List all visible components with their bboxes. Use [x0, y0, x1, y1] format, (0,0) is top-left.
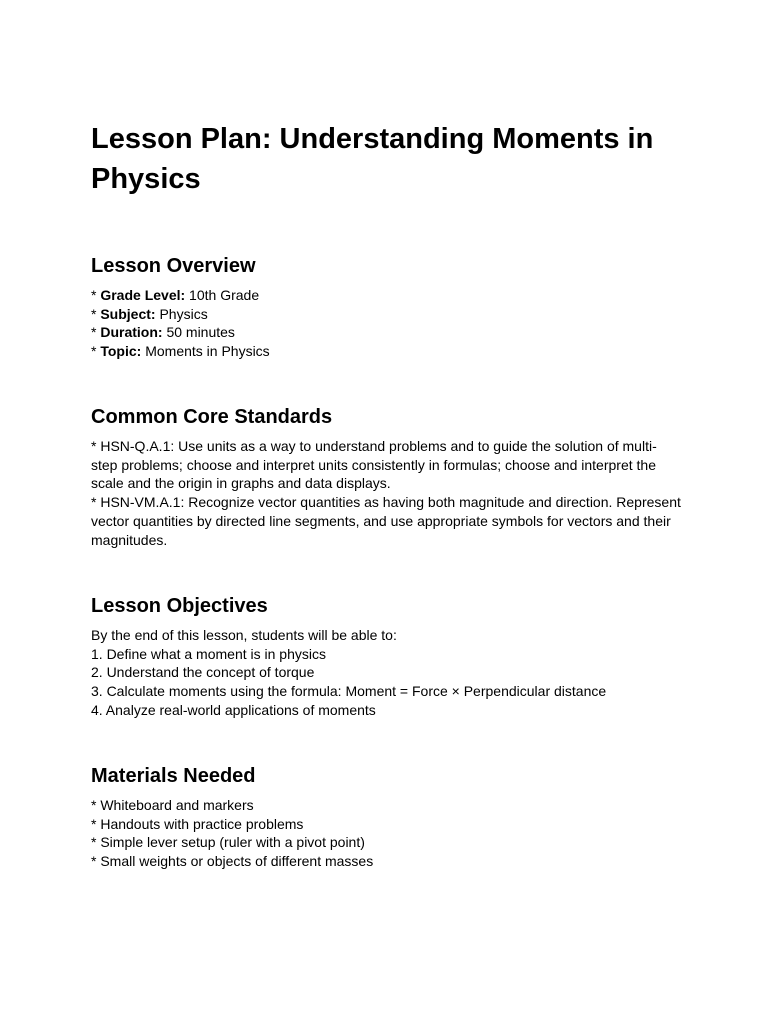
overview-item-subject [91, 305, 691, 324]
overview-label: Grade Level: [100, 287, 186, 303]
overview-label: Topic: [100, 343, 142, 360]
material-item: * Simple lever setup (ruler with a pivot point) [91, 834, 365, 851]
section-heading-overview: Lesson Overview [91, 255, 256, 277]
overview-item-duration [91, 323, 691, 342]
bullet: * [91, 305, 101, 322]
objective-item: 3. Calculate moments using the formula: Moment = Force × Perpendicular distance [91, 683, 607, 700]
objective-item: 1. Define what a moment is in physics [91, 645, 326, 662]
page-title: Lesson Plan: Understanding Moments in Physics [91, 123, 654, 195]
standards-list [91, 437, 681, 549]
overview-label: Duration: [100, 324, 163, 341]
bullet: * [91, 343, 101, 360]
objective-item: 4. Analyze real-world applications of moments [91, 701, 376, 718]
overview-value: 50 minutes [162, 324, 235, 341]
material-item: * Small weights or objects of different masses [91, 853, 374, 870]
overview-value: Physics [155, 305, 208, 322]
bullet: * [91, 287, 101, 303]
overview-value: 10th Grade [185, 287, 260, 303]
material-item: * Whiteboard and markers [91, 797, 254, 813]
objective-item: 2. Understand the concept of torque [91, 664, 315, 681]
section-heading-objectives: Lesson Objectives [91, 595, 268, 617]
overview-list [91, 286, 691, 361]
material-item: * Handouts with practice problems [91, 815, 304, 832]
materials-list [91, 796, 691, 871]
objectives-intro: By the end of this lesson, students will be able to: [91, 627, 397, 643]
section-heading-standards: Common Core Standards [91, 406, 333, 428]
objectives-list [91, 626, 691, 720]
overview-item-topic [91, 342, 691, 361]
overview-item-grade-level [91, 286, 691, 305]
overview-value: Moments in Physics [141, 343, 270, 360]
bullet: * [91, 324, 101, 341]
overview-label: Subject: [100, 305, 156, 322]
section-heading-materials: Materials Needed [91, 765, 256, 787]
standard-item: * HSN-Q.A.1: Use units as a way to understand problems and to guide the solution of multi-step problems; choose and interpret units consistently in formulas; choose and interpret the scale and the origin in graphs and data displays. [91, 438, 657, 492]
standard-item: * HSN-VM.A.1: Recognize vector quantities as having both magnitude and direction. Represent vector quantities by directed line segments, and use appropriate symbols for vectors and their magnitudes. [91, 494, 681, 548]
